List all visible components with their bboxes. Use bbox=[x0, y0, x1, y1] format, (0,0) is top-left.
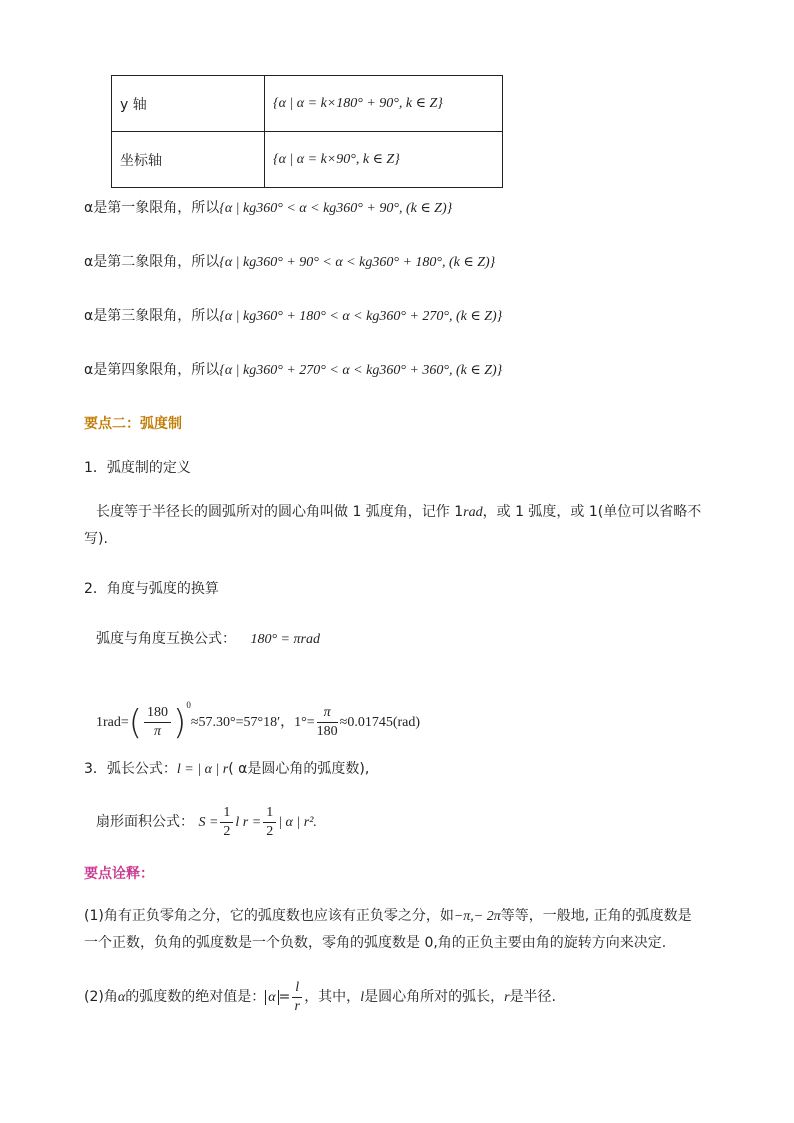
conversion-formula: 180° = πrad bbox=[250, 632, 320, 647]
item-heading: 2．角度与弧度的换算 bbox=[84, 581, 219, 597]
sector-area-line: 扇形面积公式： S = $\frac{1}{2}$ l r = $\frac{1}{2}$ | α | r². bbox=[96, 804, 317, 839]
table-cell-set: {α | α = k×180° + 90°, k ∈ Z} bbox=[265, 76, 503, 132]
table-cell-axis: y 轴 bbox=[112, 76, 265, 132]
table-row bbox=[112, 132, 503, 188]
quadrant-line bbox=[84, 197, 452, 220]
quadrant-set: {α | kg360° + 90° < α < kg360° + 180°, (k ∈ Z)} bbox=[219, 255, 496, 270]
axis-angle-table bbox=[111, 75, 503, 188]
quadrant-line bbox=[84, 251, 495, 274]
quadrant-set: {α | kg360° < α < kg360° + 90°, (k ∈ Z)} bbox=[219, 201, 453, 216]
quadrant-set: {α | kg360° + 270° < α < kg360° + 360°, (k ∈ Z)} bbox=[219, 363, 503, 378]
section-heading: 要点二：弧度制 bbox=[84, 416, 182, 432]
conversion-line: 弧度与角度互换公式： 180° = πrad bbox=[96, 631, 320, 647]
quadrant-prefix: α是第三象限角，所以 bbox=[84, 308, 220, 324]
quadrant-line bbox=[84, 305, 502, 328]
note-2: (2)角α的弧度数的绝对值是： α = $\frac{l}{r}$ ，其中，l是圆心角所对的弧长，r是半径. bbox=[84, 979, 556, 1014]
quadrant-line bbox=[84, 359, 502, 382]
arc-length-line: 3．弧长公式：l = | α | r( α是圆心角的弧度数), bbox=[84, 761, 370, 777]
definition-paragraph: 长度等于半径长的圆弧所对的圆心角叫做 1 弧度角，记作 1rad，或 1 弧度，或 1(单位可以省略不写). bbox=[84, 504, 702, 547]
note-1: (1)角有正负零角之分，它的弧度数也应该有正负零之分，如−π,− 2π等等，一般地, 正角的弧度数是 一个正数，负角的弧度数是一个负数，零角的弧度数是 0,角的正负主要由角的旋转方向来决定. bbox=[84, 908, 692, 951]
table-row bbox=[112, 76, 503, 132]
quadrant-prefix: α是第一象限角，所以 bbox=[84, 200, 220, 216]
quadrant-prefix: α是第四象限角，所以 bbox=[84, 362, 220, 378]
table-cell-axis: 坐标轴 bbox=[112, 132, 265, 188]
notes-heading: 要点诠释： bbox=[84, 866, 154, 882]
table-cell-set: {α | α = k×90°, k ∈ Z} bbox=[265, 132, 503, 188]
item-heading: 1．弧度制的定义 bbox=[84, 460, 191, 476]
rad-conversion-line: 1rad=( $\frac{180}{\pi}$ )$^0$≈57.30°=57°18′，1°= $\frac{\pi}{180}$ ≈0.01745(rad) bbox=[96, 700, 421, 743]
quadrant-prefix: α是第二象限角，所以 bbox=[84, 254, 220, 270]
quadrant-set: {α | kg360° + 180° < α < kg360° + 270°, (k ∈ Z)} bbox=[219, 309, 503, 324]
